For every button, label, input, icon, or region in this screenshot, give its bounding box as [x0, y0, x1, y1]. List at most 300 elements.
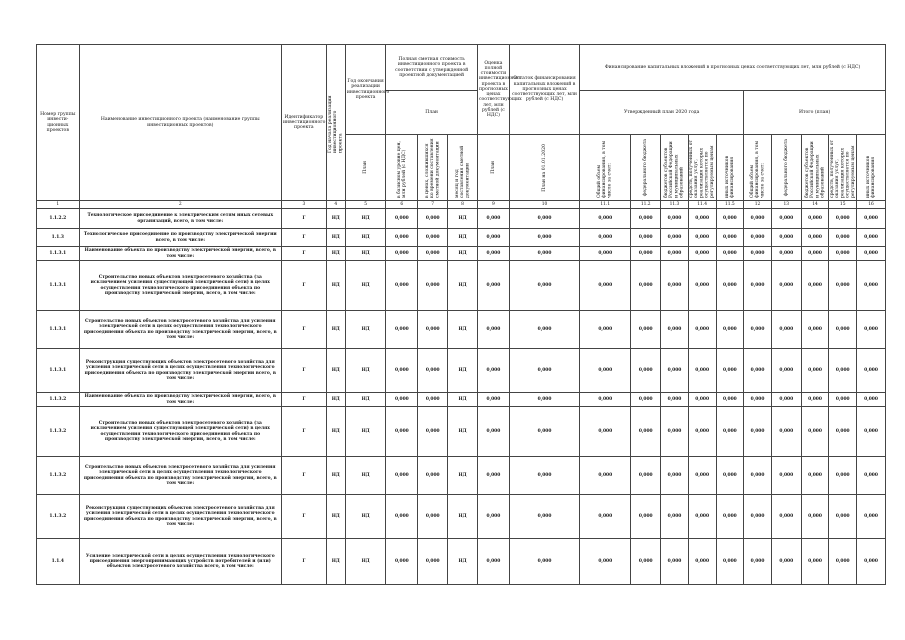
subheader-base-prices	[386, 135, 418, 201]
row-cell: 0,000	[716, 393, 744, 407]
table-row	[37, 311, 886, 349]
subheader-remaining-date	[509, 135, 579, 201]
row-cell: 0,000	[857, 457, 886, 495]
row-cell: 0,000	[580, 407, 631, 457]
row-cell: 0,000	[771, 209, 801, 229]
row-cell: 0,000	[580, 229, 631, 247]
row-cell: 0,000	[386, 407, 418, 457]
row-cell: 0,000	[744, 261, 772, 311]
row-cell: 0,000	[744, 495, 772, 539]
table-row	[37, 261, 886, 311]
column-number: 6	[386, 201, 418, 209]
subheader-fin-services	[688, 135, 716, 201]
row-cell: НД	[448, 393, 478, 407]
row-number: 1.1.3.2	[37, 495, 80, 539]
row-cell: 0,000	[418, 349, 448, 393]
row-cell: 0,000	[688, 209, 716, 229]
row-name: Наименование объекта по производству электрической энергии, всего, в том числе:	[79, 393, 281, 407]
column-number: 13	[771, 201, 801, 209]
row-cell: 0,000	[580, 247, 631, 261]
subheader-tot-total	[744, 135, 772, 201]
row-cell: 0,000	[829, 495, 857, 539]
row-cell: 0,000	[801, 407, 829, 457]
subheader-base-period-text: в ценах, сложившихся ко времени составления сметной документации	[424, 137, 441, 198]
row-cell: Г	[281, 209, 326, 229]
table-row	[37, 407, 886, 457]
row-cell: 0,000	[744, 539, 772, 585]
row-cell: 0,000	[716, 209, 744, 229]
column-number: 7	[418, 201, 448, 209]
row-cell: Г	[281, 407, 326, 457]
row-cell: 0,000	[857, 209, 886, 229]
row-name: Строительство новых объектов электросетевого хозяйства для усиления электрической сети в целях осуществления технологического присоединения объекта по производству электрической энергии, всего, в том числе:	[79, 457, 281, 495]
row-cell: 0,000	[580, 311, 631, 349]
row-cell: НД	[345, 311, 385, 349]
row-cell: 0,000	[509, 407, 579, 457]
row-cell: 0,000	[801, 393, 829, 407]
row-name: Строительство новых объектов электросетевого хозяйства (за исключением усиления существующей электрической сети) в целях осуществления технологического присоединения объекта по производству электрической энергии, всего, в том числе:	[79, 407, 281, 457]
row-cell: 0,000	[509, 457, 579, 495]
row-cell: 0,000	[477, 539, 509, 585]
row-cell: 0,000	[716, 407, 744, 457]
row-cell: 0,000	[580, 539, 631, 585]
row-cell: 0,000	[418, 261, 448, 311]
row-cell: 0,000	[716, 495, 744, 539]
row-cell: 0,000	[688, 261, 716, 311]
row-cell: 0,000	[688, 495, 716, 539]
row-cell: НД	[448, 495, 478, 539]
row-name: Реконструкция существующих объектов электросетевого хозяйства для усиления электрической сети в целях осуществления технологического присоединения объекта по производству электрической энергии всего, в том числе:	[79, 349, 281, 393]
subheader-fin-services-text: средств, полученных от оказания услуг, реализация которых осуществляется по регулируемым ценам	[689, 139, 715, 198]
row-cell: НД	[326, 539, 345, 585]
row-cell: 0,000	[829, 247, 857, 261]
row-cell: 0,000	[829, 349, 857, 393]
row-cell: 0,000	[771, 457, 801, 495]
row-cell: 0,000	[801, 247, 829, 261]
row-cell: 0,000	[829, 311, 857, 349]
row-cell: 0,000	[631, 349, 661, 393]
row-cell: 0,000	[386, 311, 418, 349]
row-cell: НД	[326, 261, 345, 311]
row-number: 1.1.3.1	[37, 349, 80, 393]
row-cell: 0,000	[580, 457, 631, 495]
row-cell: 0,000	[509, 229, 579, 247]
row-cell: 0,000	[631, 495, 661, 539]
row-cell: 0,000	[580, 393, 631, 407]
row-cell: НД	[448, 209, 478, 229]
subheader-fin-federal	[631, 135, 661, 201]
row-cell: НД	[448, 261, 478, 311]
row-cell: 0,000	[716, 349, 744, 393]
row-number: 1.1.3.1	[37, 261, 80, 311]
row-cell: 0,000	[801, 495, 829, 539]
subheader-estimate-plan-text: План	[490, 161, 496, 174]
column-number: 8	[448, 201, 478, 209]
subheader-docs-year-text: месяц и год составления сметной документации	[454, 145, 471, 198]
row-cell: 0,000	[661, 495, 689, 539]
row-cell: Г	[281, 393, 326, 407]
row-cell: 0,000	[829, 261, 857, 311]
row-cell: 0,000	[477, 457, 509, 495]
table-row	[37, 457, 886, 495]
row-cell: 0,000	[661, 229, 689, 247]
row-cell: НД	[326, 407, 345, 457]
row-cell: НД	[448, 457, 478, 495]
column-number: 11.4	[688, 201, 716, 209]
row-number: 1.1.3.2	[37, 407, 80, 457]
row-cell: НД	[345, 247, 385, 261]
header-plan: План	[386, 91, 478, 135]
row-cell: 0,000	[801, 261, 829, 311]
row-cell: 0,000	[580, 349, 631, 393]
row-cell: 0,000	[829, 393, 857, 407]
subheader-plan	[345, 135, 385, 201]
row-cell: 0,000	[661, 209, 689, 229]
column-number: 12	[744, 201, 772, 209]
row-cell: 0,000	[418, 229, 448, 247]
row-cell: НД	[326, 209, 345, 229]
column-number: 9	[477, 201, 509, 209]
row-cell: Г	[281, 229, 326, 247]
row-cell: 0,000	[580, 495, 631, 539]
column-number: 10	[509, 201, 579, 209]
row-cell: 0,000	[688, 457, 716, 495]
header-estimate: Оценка полной стоимости инвестиционного проекта в прогнозных ценах соответствующих лет, млн рублей (с НДС)	[477, 45, 509, 135]
row-cell: 0,000	[631, 539, 661, 585]
row-cell: Г	[281, 495, 326, 539]
row-cell: НД	[326, 457, 345, 495]
row-cell: 0,000	[509, 247, 579, 261]
table-row	[37, 229, 886, 247]
row-cell: 0,000	[661, 407, 689, 457]
column-number: 1	[37, 201, 80, 209]
row-cell: 0,000	[857, 261, 886, 311]
row-cell: 0,000	[801, 349, 829, 393]
row-cell: НД	[345, 261, 385, 311]
row-cell: 0,000	[857, 495, 886, 539]
row-cell: 0,000	[386, 209, 418, 229]
row-cell: 0,000	[477, 349, 509, 393]
row-cell: 0,000	[771, 495, 801, 539]
row-name: Технологическое присоединение к электрическим сетям иных сетевых организаций, всего, в том числе:	[79, 209, 281, 229]
row-number: 1.1.3.2	[37, 457, 80, 495]
row-cell: 0,000	[418, 495, 448, 539]
row-cell: НД	[448, 349, 478, 393]
row-cell: 0,000	[631, 311, 661, 349]
column-number: 11.3	[661, 201, 689, 209]
subheader-fin-subjects	[661, 135, 689, 201]
row-cell: 0,000	[418, 393, 448, 407]
row-cell: 0,000	[386, 261, 418, 311]
row-cell: 0,000	[716, 247, 744, 261]
row-cell: 0,000	[477, 261, 509, 311]
row-cell: Г	[281, 311, 326, 349]
row-cell: 0,000	[631, 393, 661, 407]
row-cell: НД	[448, 229, 478, 247]
row-cell: НД	[326, 311, 345, 349]
row-cell: 0,000	[509, 349, 579, 393]
header-project-name: Наименование инвестиционного проекта (наименование группы инвестиционных проектов)	[79, 45, 281, 201]
header-financing: Финансирование капитальных вложений в прогнозных ценах соответствующих лет, млн рублей (с НДС)	[580, 45, 886, 91]
row-number: 1.1.3.2	[37, 393, 80, 407]
row-number: 1.1.3	[37, 229, 80, 247]
row-cell: 0,000	[688, 393, 716, 407]
column-number: 4	[326, 201, 345, 209]
table-row	[37, 349, 886, 393]
row-cell: 0,000	[857, 229, 886, 247]
row-cell: 0,000	[688, 349, 716, 393]
row-cell: 0,000	[509, 209, 579, 229]
column-number: 11.1	[580, 201, 631, 209]
subheader-fin-subjects-text: бюджетов субъектов Российской Федерации и муниципальных образований	[664, 140, 685, 198]
row-cell: 0,000	[857, 393, 886, 407]
row-number: 1.1.3.1	[37, 247, 80, 261]
row-cell: 0,000	[477, 209, 509, 229]
subheader-tot-services	[829, 135, 857, 201]
row-cell: НД	[345, 539, 385, 585]
row-cell: 0,000	[744, 349, 772, 393]
column-number: 11.5	[716, 201, 744, 209]
header-remaining: Остаток финансирования капитальных вложений в прогнозных ценах соответствующих лет, млн рублей (с НДС)	[509, 45, 579, 135]
row-cell: НД	[326, 349, 345, 393]
row-cell: 0,000	[688, 539, 716, 585]
row-cell: НД	[326, 247, 345, 261]
row-cell: 0,000	[744, 457, 772, 495]
row-cell: 0,000	[771, 261, 801, 311]
row-cell: 0,000	[509, 261, 579, 311]
row-cell: 0,000	[661, 247, 689, 261]
row-cell: 0,000	[857, 407, 886, 457]
row-cell: 0,000	[688, 407, 716, 457]
row-cell: НД	[326, 229, 345, 247]
table-row	[37, 539, 886, 585]
subheader-base-prices-text: в базисном уровне цен, млн рублей (с НДС)	[396, 140, 407, 198]
row-cell: 0,000	[631, 229, 661, 247]
row-cell: 0,000	[857, 247, 886, 261]
column-number: 15	[829, 201, 857, 209]
row-cell: 0,000	[801, 209, 829, 229]
row-cell: 0,000	[829, 407, 857, 457]
subheader-fin-federal-text: федерального бюджета	[643, 138, 649, 197]
subheader-tot-subjects-text: бюджетов субъектов Российской Федерации и муниципальных образований	[804, 140, 826, 198]
subheader-plan-text: План	[363, 161, 368, 174]
row-cell: 0,000	[716, 311, 744, 349]
table-row	[37, 209, 886, 229]
column-number: 3	[281, 201, 326, 209]
subheader-tot-services-text: средств, полученных от оказания услуг, реализация которых осуществляется по регулируемым ценам	[829, 139, 856, 198]
row-cell: 0,000	[631, 407, 661, 457]
row-cell: 0,000	[661, 349, 689, 393]
subheader-fin-other-text: иных источников финансирования	[724, 155, 735, 198]
row-cell: 0,000	[661, 457, 689, 495]
row-cell: 0,000	[744, 209, 772, 229]
row-cell: 0,000	[688, 311, 716, 349]
row-cell: 0,000	[418, 539, 448, 585]
row-cell: 0,000	[418, 407, 448, 457]
row-cell: НД	[345, 349, 385, 393]
subheader-fin-total	[580, 135, 631, 201]
row-cell: 0,000	[661, 261, 689, 311]
column-number: 16	[857, 201, 886, 209]
row-cell: 0,000	[716, 261, 744, 311]
row-cell: 0,000	[829, 457, 857, 495]
row-cell: 0,000	[418, 247, 448, 261]
row-cell: 0,000	[801, 311, 829, 349]
column-numbers	[37, 201, 886, 209]
row-cell: 0,000	[580, 209, 631, 229]
subheader-tot-federal-text: федерального бюджета	[783, 138, 789, 197]
row-cell: 0,000	[801, 539, 829, 585]
row-cell: НД	[345, 393, 385, 407]
subheader-remaining-date-text: План на 01.01.2020	[541, 143, 547, 192]
row-cell: 0,000	[661, 311, 689, 349]
row-cell: 0,000	[580, 261, 631, 311]
column-number: 5	[345, 201, 385, 209]
row-cell: НД	[448, 247, 478, 261]
row-cell: 0,000	[477, 229, 509, 247]
row-cell: 0,000	[829, 229, 857, 247]
row-cell: 0,000	[631, 209, 661, 229]
row-cell: 0,000	[829, 539, 857, 585]
table-row	[37, 495, 886, 539]
row-cell: 0,000	[477, 393, 509, 407]
investment-table	[36, 44, 886, 585]
subheader-fin-other	[716, 135, 744, 201]
row-name: Строительство новых объектов электросетевого хозяйства для усиления электрической сети в целях осуществления технологического присоединения объекта по производству электрической энергии, всего, в том числе:	[79, 311, 281, 349]
column-number: 11.2	[631, 201, 661, 209]
row-cell: НД	[345, 229, 385, 247]
row-cell: 0,000	[631, 457, 661, 495]
table-row	[37, 393, 886, 407]
header-full-cost: Полная сметная стоимость инвестиционного проекта в соответствии с утвержденной проектной документацией	[386, 45, 478, 91]
column-number: 14	[801, 201, 829, 209]
column-number: 2	[79, 201, 281, 209]
row-cell: 0,000	[631, 261, 661, 311]
table-row	[37, 247, 886, 261]
subheader-tot-other-text: иных источников финансирования	[865, 155, 877, 198]
data-rows	[37, 209, 886, 585]
row-cell: 0,000	[716, 539, 744, 585]
row-cell: 0,000	[716, 229, 744, 247]
row-cell: Г	[281, 539, 326, 585]
row-cell: 0,000	[688, 229, 716, 247]
subheader-base-period	[418, 135, 448, 201]
row-cell: 0,000	[386, 495, 418, 539]
row-cell: Г	[281, 247, 326, 261]
header-project-id: Идентификатор инвестиционного проекта	[281, 45, 326, 201]
row-cell: 0,000	[509, 311, 579, 349]
row-cell: 0,000	[418, 311, 448, 349]
row-cell: 0,000	[509, 495, 579, 539]
row-cell: НД	[448, 407, 478, 457]
header-total-plan: Итого (план)	[744, 91, 886, 135]
header-year-end: Год окончания реализации инвестиционного проекта	[345, 45, 385, 135]
row-cell: 0,000	[801, 229, 829, 247]
row-cell: 0,000	[661, 539, 689, 585]
row-cell: 0,000	[857, 349, 886, 393]
header-group-no: Номер группы инвести-ционных проектов	[37, 45, 80, 201]
row-cell: 0,000	[509, 539, 579, 585]
row-number: 1.1.2.2	[37, 209, 80, 229]
subheader-estimate-plan	[477, 135, 509, 201]
row-cell: НД	[345, 209, 385, 229]
row-number: 1.1.3.1	[37, 311, 80, 349]
row-cell: НД	[326, 393, 345, 407]
row-cell: 0,000	[418, 209, 448, 229]
row-cell: 0,000	[744, 247, 772, 261]
row-cell: 0,000	[386, 539, 418, 585]
subheader-docs-year	[448, 135, 478, 201]
row-cell: 0,000	[771, 311, 801, 349]
row-cell: 0,000	[509, 393, 579, 407]
row-cell: Г	[281, 261, 326, 311]
row-cell: 0,000	[744, 229, 772, 247]
investment-table-page	[36, 44, 886, 585]
row-cell: 0,000	[801, 457, 829, 495]
row-cell: 0,000	[661, 393, 689, 407]
row-cell: Г	[281, 457, 326, 495]
row-cell: НД	[448, 311, 478, 349]
row-cell: 0,000	[829, 209, 857, 229]
row-cell: Г	[281, 349, 326, 393]
row-cell: 0,000	[744, 311, 772, 349]
row-cell: НД	[326, 495, 345, 539]
row-cell: НД	[448, 539, 478, 585]
row-number: 1.1.4	[37, 539, 80, 585]
row-cell: 0,000	[771, 393, 801, 407]
row-cell: 0,000	[688, 247, 716, 261]
row-cell: 0,000	[477, 247, 509, 261]
row-name: Реконструкция существующих объектов электросетевого хозяйства для усиления электрической сети в целях осуществления технологического присоединения объекта по производству электрической энергии, всего, в том числе:	[79, 495, 281, 539]
row-cell: 0,000	[716, 457, 744, 495]
row-cell: 0,000	[386, 229, 418, 247]
row-cell: НД	[345, 457, 385, 495]
row-cell: 0,000	[631, 247, 661, 261]
row-cell: 0,000	[477, 495, 509, 539]
row-cell: 0,000	[771, 229, 801, 247]
row-cell: 0,000	[771, 539, 801, 585]
row-cell: 0,000	[857, 311, 886, 349]
row-name: Усиление электрической сети в целях осуществления технологического присоединения энергопринимающих устройств потребителей и (или) объектов электросетевого хозяйства всего, в том числе:	[79, 539, 281, 585]
header-year-start	[326, 45, 345, 201]
subheader-tot-total-text: Общий объем финансирования, в том числе за счет:	[749, 140, 766, 198]
subheader-fin-total-text: Общий объем финансирования, в том числе за счет:	[597, 140, 613, 198]
row-cell: НД	[345, 495, 385, 539]
row-cell: 0,000	[477, 407, 509, 457]
row-cell: 0,000	[857, 539, 886, 585]
subheader-tot-federal	[771, 135, 801, 201]
row-name: Наименование объекта по производству электрической энергии, всего, в том числе:	[79, 247, 281, 261]
row-cell: 0,000	[771, 349, 801, 393]
row-cell: НД	[345, 407, 385, 457]
row-cell: 0,000	[771, 407, 801, 457]
row-cell: 0,000	[477, 311, 509, 349]
row-cell: 0,000	[386, 393, 418, 407]
row-cell: 0,000	[744, 393, 772, 407]
row-name: Технологическое присоединение по производству электрической энергии всего, в том числе:	[79, 229, 281, 247]
header-year-start-text: Год начала реализации инвестиционного проекта	[327, 95, 344, 153]
column-number-row	[37, 201, 886, 209]
subheader-tot-subjects	[801, 135, 829, 201]
row-cell: 0,000	[771, 247, 801, 261]
row-cell: 0,000	[744, 407, 772, 457]
row-cell: 0,000	[386, 457, 418, 495]
row-cell: 0,000	[386, 247, 418, 261]
row-cell: 0,000	[418, 457, 448, 495]
row-name: Строительство новых объектов электросетевого хозяйства (за исключением усиления существующей электрической сети) в целях осуществления технологического присоединения объекта по производству электрической энергии, всего, в том числе:	[79, 261, 281, 311]
header-approved-plan: Утвержденный план 2020 года	[580, 91, 744, 135]
row-cell: 0,000	[386, 349, 418, 393]
